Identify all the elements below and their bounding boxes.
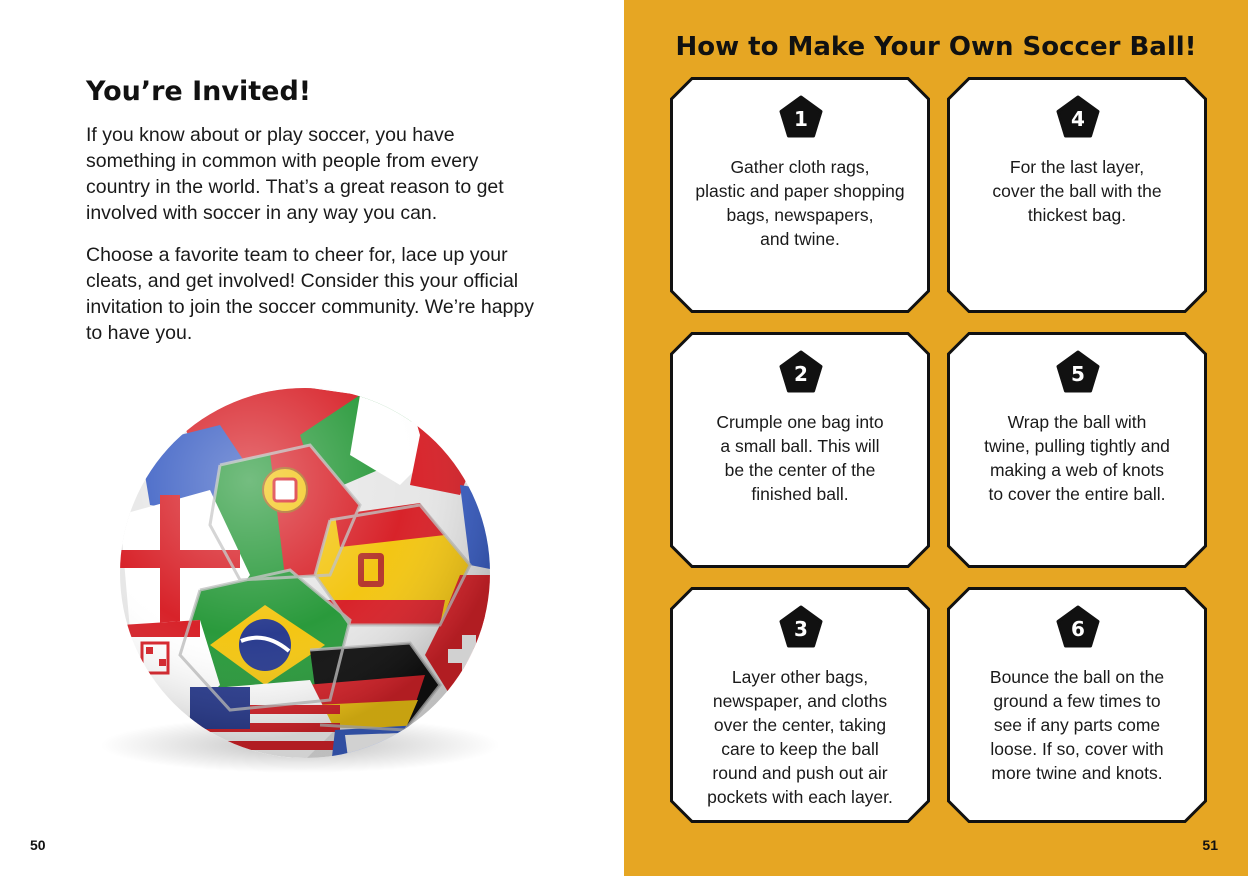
step-text: Gather cloth rags, plastic and paper shopping bags, newspapers, and twine. — [695, 157, 905, 249]
step-card-3 — [670, 587, 930, 823]
intro-paragraph-2: Choose a favorite team to cheer for, lace up your cleats, and get involved! Consider this your official invitation to join the soccer community. We’re happy to have you. — [86, 244, 534, 344]
step-number: 2 — [794, 362, 808, 386]
page-number-left: 50 — [30, 837, 46, 853]
right-page-heading: How to Make Your Own Soccer Ball! — [675, 32, 1197, 62]
pentagon-icon — [1056, 95, 1100, 139]
step-card-6 — [947, 587, 1207, 823]
step-card-4 — [947, 77, 1207, 313]
pentagon-icon — [1056, 605, 1100, 649]
step-text: Wrap the ball with twine, pulling tightly and making a web of knots to cover the entire ball. — [984, 412, 1170, 504]
page-number-right: 51 — [1202, 837, 1218, 853]
pentagon-icon — [779, 605, 823, 649]
right-page — [624, 0, 1248, 876]
step-number: 1 — [794, 107, 808, 131]
soccer-ball-image — [60, 375, 530, 795]
step-number: 4 — [1071, 107, 1085, 131]
step-text: Crumple one bag into a small ball. This will be the center of the finished ball. — [716, 412, 884, 504]
pentagon-icon — [779, 350, 823, 394]
step-text: Layer other bags, newspaper, and cloths over the center, taking care to keep the ball round and push out air pockets with each layer. — [707, 667, 893, 807]
step-number: 3 — [794, 617, 808, 641]
step-card-1 — [670, 77, 930, 313]
step-number: 6 — [1071, 617, 1085, 641]
step-number: 5 — [1071, 362, 1085, 386]
step-card-2 — [670, 332, 930, 568]
left-page-heading: You’re Invited! — [86, 76, 312, 107]
pentagon-icon — [1056, 350, 1100, 394]
pentagon-icon — [779, 95, 823, 139]
step-text: For the last layer, cover the ball with the thickest bag. — [992, 157, 1162, 225]
step-text: Bounce the ball on the ground a few times to see if any parts come loose. If so, cover with more twine and knots. — [989, 667, 1165, 783]
intro-paragraph-1: If you know about or play soccer, you have something in common with people from every country in the world. That’s a great reason to get involved with soccer in any way you can. — [86, 124, 504, 224]
step-card-5 — [947, 332, 1207, 568]
